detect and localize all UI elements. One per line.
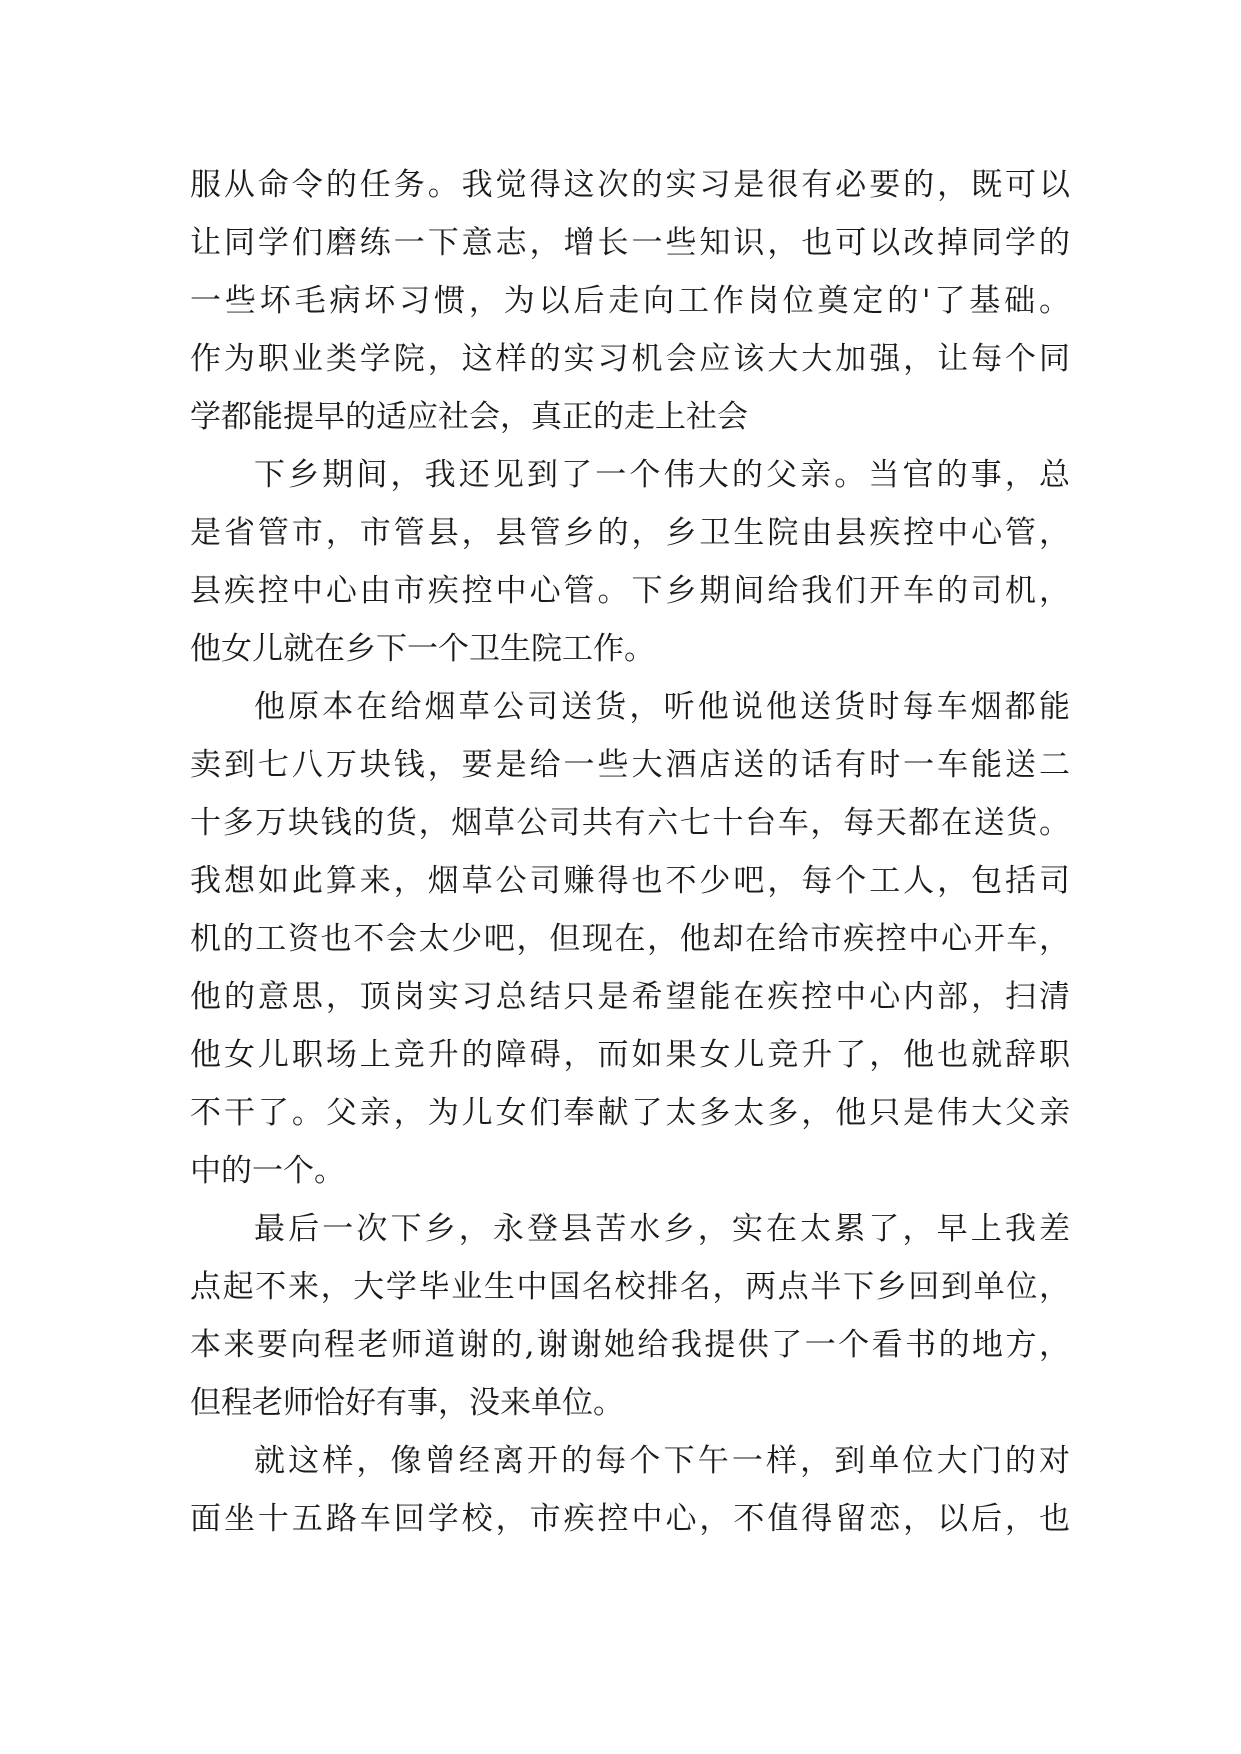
text-line: 他原本在给烟草公司送货，听他说他送货时每车烟都能 (254, 689, 1070, 725)
text-line: 点起不来，大学毕业生中国名校排名，两点半下乡回到单位， (190, 1269, 1070, 1305)
text-line: 下乡期间，我还见到了一个伟大的父亲。当官的事，总 (254, 457, 1070, 493)
text-line: 我想如此算来，烟草公司赚得也不少吧，每个工人，包括司 (190, 863, 1070, 899)
text-line: 中的一个。 (190, 1153, 345, 1189)
document-body (190, 156, 1070, 1548)
paragraph-5 (190, 1432, 1070, 1548)
text-line: 他女儿就在乡下一个卫生院工作。 (190, 631, 655, 667)
text-line: 服从命令的任务。我觉得这次的实习是很有必要的，既可以 (190, 167, 1070, 203)
text-line: 就这样，像曾经离开的每个下午一样，到单位大门的对 (254, 1443, 1070, 1479)
text-line: 面坐十五路车回学校，市疾控中心，不值得留恋，以后，也 (190, 1501, 1070, 1537)
text-line: 最后一次下乡，永登县苦水乡，实在太累了，早上我差 (254, 1211, 1070, 1247)
text-line: 但程老师恰好有事，没来单位。 (190, 1385, 624, 1421)
text-line: 本来要向程老师道谢的,谢谢她给我提供了一个看书的地方， (190, 1327, 1070, 1363)
paragraph-3 (190, 678, 1070, 1200)
paragraph-1 (190, 156, 1070, 446)
paragraph-2 (190, 446, 1070, 678)
text-line: 不干了。父亲，为儿女们奉献了太多太多，他只是伟大父亲 (190, 1095, 1070, 1131)
text-line: 机的工资也不会太少吧，但现在，他却在给市疾控中心开车， (190, 921, 1070, 957)
text-line: 卖到七八万块钱，要是给一些大酒店送的话有时一车能送二 (190, 747, 1070, 783)
paragraph-4 (190, 1200, 1070, 1432)
text-line: 学都能提早的适应社会，真正的走上社会 (190, 399, 748, 435)
text-line: 他的意思，顶岗实习总结只是希望能在疾控中心内部，扫清 (190, 979, 1070, 1015)
text-line: 是省管市，市管县，县管乡的，乡卫生院由县疾控中心管， (190, 515, 1070, 551)
text-line: 作为职业类学院，这样的实习机会应该大大加强，让每个同 (190, 341, 1070, 377)
text-line: 十多万块钱的货，烟草公司共有六七十台车，每天都在送货。 (190, 805, 1070, 841)
text-line: 县疾控中心由市疾控中心管。下乡期间给我们开车的司机， (190, 573, 1070, 609)
text-line: 让同学们磨练一下意志，增长一些知识，也可以改掉同学的 (190, 225, 1070, 261)
text-line: 一些坏毛病坏习惯，为以后走向工作岗位奠定的'了基础。 (190, 283, 1070, 319)
text-line: 他女儿职场上竞升的障碍，而如果女儿竞升了，他也就辞职 (190, 1037, 1070, 1073)
